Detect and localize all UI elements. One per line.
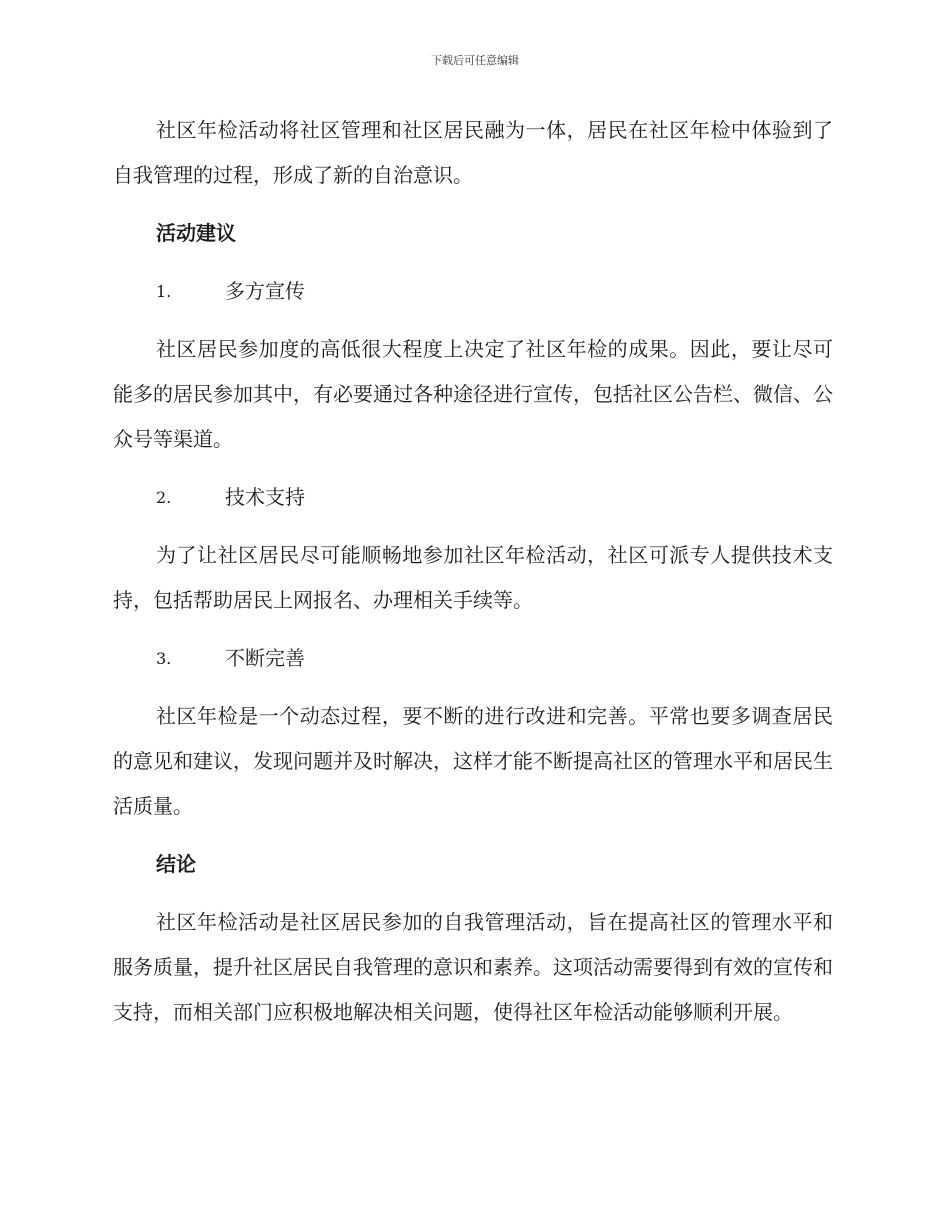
paragraph-publicity: 社区居民参加度的高低很大程度上决定了社区年检的成果。因此，要让尽可能多的居民参加其中，有必要通过各种途径进行宣传，包括社区公告栏、微信、公众号等渠道。 [113,337,833,451]
list-title: 不断完善 [225,646,305,670]
list-number: 2. [156,488,172,507]
list-item-3 [113,636,833,681]
paragraph-conclusion: 社区年检活动是社区居民参加的自我管理活动，旨在提高社区的管理水平和服务质量，提升社区居民自我管理的意识和素养。这项活动需要得到有效的宣传和支持，而相关部门应积极地解决相关问题，使得社区年检活动能够顺利开展。 [113,910,833,1024]
document-body [113,108,833,1048]
list-number: 3. [156,649,172,668]
section-heading-suggestions: 活动建议 [156,221,236,245]
list-title: 多方宣传 [225,279,305,303]
paragraph-improvement: 社区年检是一个动态过程，要不断的进行改进和完善。平常也要多调查居民的意见和建议，发现问题并及时解决，这样才能不断提高社区的管理水平和居民生活质量。 [113,704,833,818]
list-item-1 [113,269,833,314]
paragraph-intro: 社区年检活动将社区管理和社区居民融为一体，居民在社区年检中体验到了自我管理的过程，形成了新的自治意识。 [113,118,833,187]
page-header-note: 下载后可任意编辑 [431,54,519,67]
paragraph-tech-support: 为了让社区居民尽可能顺畅地参加社区年检活动，社区可派专人提供技术支持，包括帮助居民上网报名、办理相关手续等。 [113,543,833,612]
list-number: 1. [156,282,172,301]
list-title: 技术支持 [225,485,305,509]
list-item-2 [113,475,833,520]
section-heading-conclusion: 结论 [156,852,196,876]
